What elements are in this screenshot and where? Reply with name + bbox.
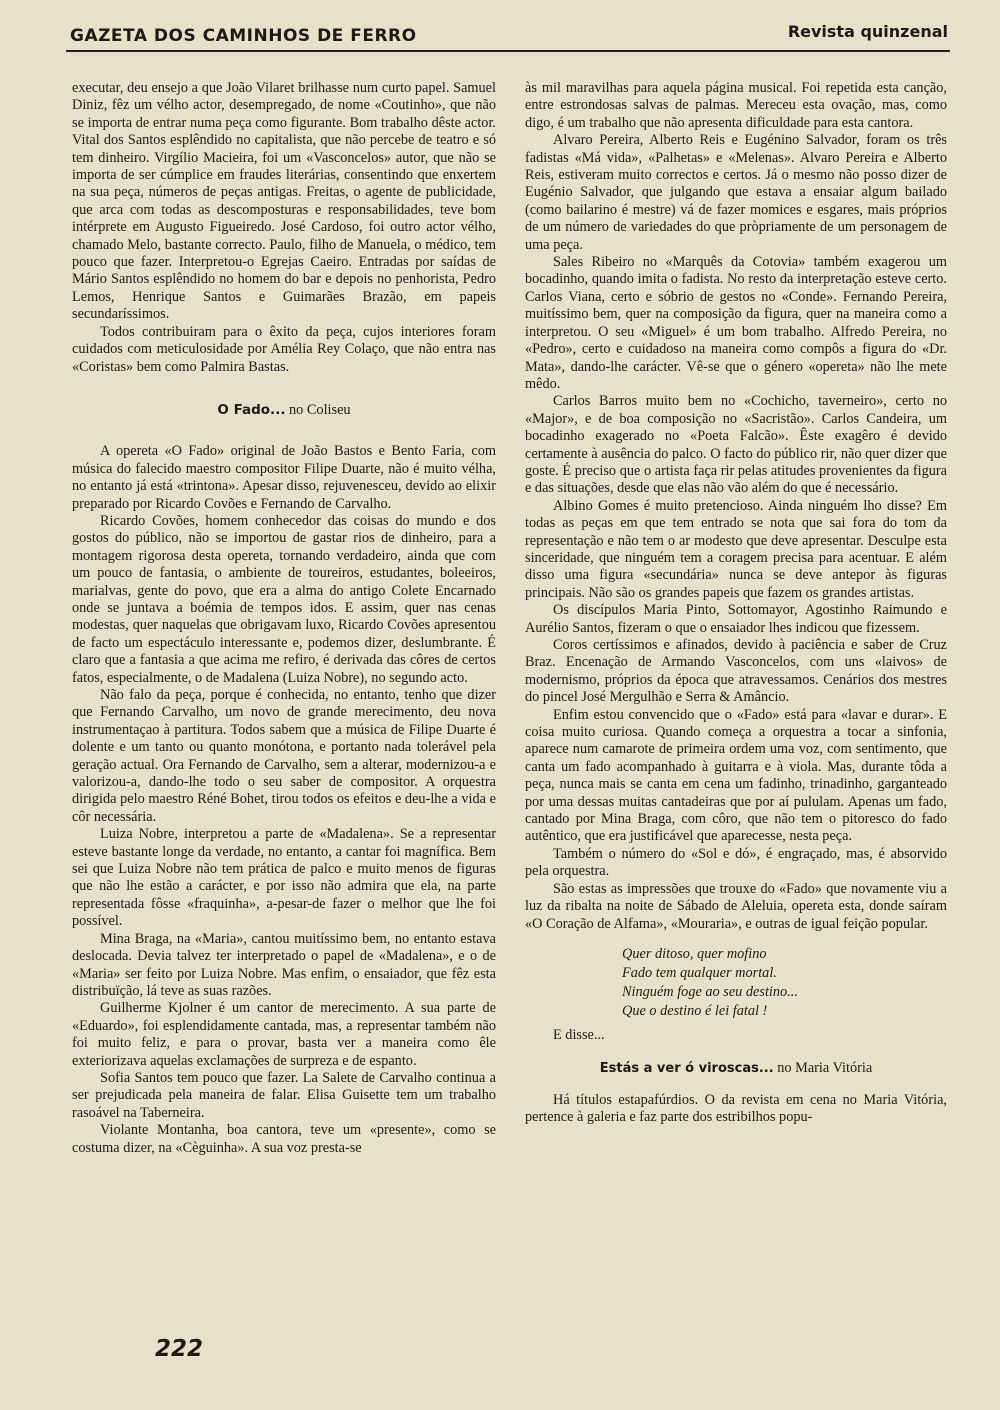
paragraph: Luiza Nobre, interpretou a parte de «Madalena». Se a representar esteve bastante longe da verdade, no entanto, a cantar foi magnífica. Bem sei que Luiza Nobre não tem prática de palco e muito menos de figuras que não lhe estão a carácter, e por isso não admira que ela, na parte representada fôsse «fraquinha», a-pesar-de fazer o melhor que lhe foi possível. xyxy=(72,826,496,930)
header-rule xyxy=(66,50,950,52)
paragraph: Albino Gomes é muito pretencioso. Ainda ninguém lho disse? Em todas as peças em que tem entrado se nota que sai fora do tom da representação e não tem o ar modesto que deve apresentar. Desculpe esta sinceridade, que ninguém tem a coragem precisa para acentuar. E além disso uma figura «secundária» nunca se deve antepor às figuras principais. Não são os grandes papeis que fazem os grandes artistas. xyxy=(525,497,947,601)
signoff: E disse... xyxy=(553,1026,605,1043)
page-number: 222 xyxy=(155,1336,204,1362)
paragraph: Guilherme Kjolner é um cantor de merecimento. A sua parte de «Eduardo», foi esplendidamente cantada, mas, a representar também não foi muito feliz, e para o provar, basta ver a maneira como êle exteriorizava aquelas exclamações de surpreza e de espanto. xyxy=(72,1000,496,1069)
verse xyxy=(622,945,947,1021)
verse-line: Que o destino é lei fatal ! xyxy=(622,1002,768,1019)
section-heading-viroscas xyxy=(525,1060,947,1077)
paragraph: A opereta «O Fado» original de João Bastos e Bento Faria, com música do falecido maestro compositor Filipe Duarte, não é muito vélha, no entanto já está «trintona». Apesar disso, rejuvenesceu, devido ao elixir preparado por Ricardo Covões e Fernando de Carvalho. xyxy=(72,443,496,512)
verse-line: Ninguém foge ao seu destino... xyxy=(622,983,798,1000)
paragraph: Violante Montanha, boa cantora, teve um «presente», como se costuma dizer, na «Cèguinha». A sua voz presta-se xyxy=(72,1122,496,1156)
paragraph: Alvaro Pereira, Alberto Reis e Eugénino Salvador, foram os três fadistas «Má vida», «Palhetas» e «Melenas». Alvaro Pereira e Alberto Reis, estiveram muito correctos e certos. Já o mesmo não posso dizer de Eugénio Salvador, que julgando que estava a ensaiar algum bailado (como bailarino é mestre) vá de fazer momices e esgares, mais próprios de um número de variedades do que pròpriamente de um personagem de uma peça. xyxy=(525,132,947,253)
right-column xyxy=(525,80,947,1127)
paragraph: São estas as impressões que trouxe do «Fado» que novamente viu a luz da ribalta na noite de Sábado de Aleluia, opereta esta, donde saíram «O Coração de Alfama», «Mouraria», e outras de igual feição popular. xyxy=(525,880,947,932)
paragraph: Coros certíssimos e afinados, devido à paciência e saber de Cruz Braz. Encenação de Armando Vasconcelos, com uns «laivos» de modernismo, próprios da época que atravessamos. Cenários dos mestres do pincel José Mergulhão e Serra & Amâncio. xyxy=(525,637,947,706)
left-column xyxy=(72,80,496,1157)
verse-line: Quer ditoso, quer mofino xyxy=(622,945,767,962)
section-heading-rest: no Maria Vitória xyxy=(773,1060,873,1077)
paragraph: Também o número do «Sol e dó», é engraçado, mas, é absorvido pela orquestra. xyxy=(525,845,947,880)
paragraph: Sales Ribeiro no «Marquês da Cotovia» também exagerou um bocadinho, quando imita o fadista. No resto da interpretação esteve certo. Carlos Viana, certo e sóbrio de gestos no «Conde». Fernando Pereira, muitíssimo bem, quer na composição da figura, quer na maneira como a interpretou. O seu «Miguel» é um bom trabalho. Alfredo Pereira, no «Pedro», certo e cuidadoso na maneira como compôs a figura do «Dr. Mata», dando-lhe carácter. Vê-se que o género «opereta» não lhe mete mêdo. xyxy=(525,254,947,392)
section-heading-bold: O Fado... xyxy=(217,401,286,418)
paragraph: Não falo da peça, porque é conhecida, no entanto, tenho que dizer que Fernando Carvalho, um novo de grande merecimento, deu nova instrumentaçao à partitura. Todos sabem que a música de Filipe Duarte é dolente e um tanto ou quanto monótona, e portanto nada tolerável pela geração actual. Ora Fernando de Carvalho, sem a alterar, modernizou-a e valorizou-a, dando-lhe todo o seu saber de compositor. A orquestra dirigida pelo maestro Réné Bohet, tirou todos os efeitos e deu-lhe a vida e côr necessária. xyxy=(72,687,496,825)
paragraph: Há títulos estapafúrdios. O da revista em cena no Maria Vitória, pertence à galeria e faz parte dos estribilhos popu- xyxy=(525,1091,947,1126)
paragraph: Enfim estou convencido que o «Fado» está para «lavar e durar». E coisa muito curiosa. Quando começa a orquestra a tocar a sinfonia, aparece num camarote de primeira ordem uma voz, com sentimento, que canta um fado acompanhado à guitarra e à viola. Mas, durante tôda a peça, nunca mais se canta em cena um fadinho, trinadinho, garganteado por uma dessas muitas cantadeiras que por aí pululam. Apenas um fado, cantado por Mina Braga, com côro, que não tem o pitoresco do fado autêntico, que era justificável que aparecesse, nesta peça. xyxy=(525,706,947,845)
section-heading-fado xyxy=(72,402,496,419)
paragraph: Sofia Santos tem pouco que fazer. La Salete de Carvalho continua a ser prejudicada pela maneira de falar. Elisa Guisette tem um trabalho rasoável na Taberneira. xyxy=(72,1069,496,1121)
paragraph: Carlos Barros muito bem no «Cochicho, taverneiro», certo no «Major», e de boa composição no «Sacristão». Carlos Candeira, um bocadinho exagerado no «Poeta Falcão». Êste exagêro é devido certamente à ausência do palco. O facto do público rir, não quer dizer que goste. É preciso que o artista faça rir pelas atitudes provenientes da figura e das situações, desde que elas não vão além do que é necessário. xyxy=(525,393,947,497)
verse-line: Fado tem qualquer mortal. xyxy=(622,964,777,981)
paragraph: Mina Braga, na «Maria», cantou muitíssimo bem, no entanto estava deslocada. Devia talvez ter interpretado o papel de «Madalena», e o de «Maria» ser feito por Luiza Nobre. Mas enfim, o ensaiador, que fêz esta distribuïção, lá teve as suas razões. xyxy=(72,930,496,999)
running-title: GAZETA DOS CAMINHOS DE FERRO xyxy=(70,26,417,46)
section-heading-bold: Estás a ver ó viroscas... xyxy=(599,1061,774,1077)
paragraph: Todos contribuiram para o êxito da peça, cujos interiores foram cuidados com meticulosidade por Amélia Rey Colaço, que não entra nas «Coristas» bem como Palmira Bastas. xyxy=(72,323,496,375)
running-subtitle: Revista quinzenal xyxy=(787,22,948,41)
paragraph: às mil maravilhas para aquela página musical. Foi repetida esta canção, entre estrondosas salvas de palmas. Mereceu esta ovação, mas, como digo, é um trabalho que não apresenta dificuldade para esta cantora. xyxy=(525,80,947,131)
section-heading-rest: no Coliseu xyxy=(285,401,351,418)
paragraph: Ricardo Covões, homem conhecedor das coisas do mundo e dos gostos do público, não se importou de gastar rios de dinheiro, para a montagem rigorosa desta opereta, tornando verdadeiro, ainda que com um pouco de fantasia, o ambiente de toureiros, estudantes, boleeiros, marialvas, gente do povo, que era a alma do antigo Colete Encarnado onde se juntava a boémia de tempos idos. E assim, quer nas cenas modestas, quer naquelas que obrigavam luxo, Ricardo Covões apresentou de facto um espectáculo interessante e, podemos dizer, deslumbrante. É claro que a fantasia a que acima me refiro, é derivada das côres de certos fatos, especialmente, o de Madalena (Luiza Nobre), no segundo acto. xyxy=(72,512,496,686)
paragraph: executar, deu ensejo a que João Vilaret brilhasse num curto papel. Samuel Diniz, fêz um vélho actor, desempregado, de nome «Coutinho», que não se importa de entrar numa peça como figurante. Bom trabalho dêste actor. Vital dos Santos esplêndido no capitalista, que não percebe de teatro e só tem dinheiro. Virgílio Macieira, foi um «Vasconcelos» autor, que não se importa de ser cúmplice em fraudes literárias, consentindo que enxertem na sua peça, números de peças antigas. Freitas, o agente de publicidade, que arca com todas as descomposturas e responsabilidades, teve bom intérprete em Augusto Figueiredo. José Cardoso, foi outro actor vélho, chamado Melo, bastante correcto. Paulo, filho de Manuela, o médico, tem pouco que fazer. Interpretou-o Egrejas Caeiro. Entradas por saídas de Mário Santos esplêndido no homem do bar e depois no penhorista, Pedro Lemos, Henrique Santos e Guimarães Brazão, em papeis secundaríssimos. xyxy=(72,80,496,323)
paragraph: Os discípulos Maria Pinto, Sottomayor, Agostinho Raimundo e Aurélio Santos, fizeram o que o ensaiador lhes indicou que fizessem. xyxy=(525,602,947,636)
